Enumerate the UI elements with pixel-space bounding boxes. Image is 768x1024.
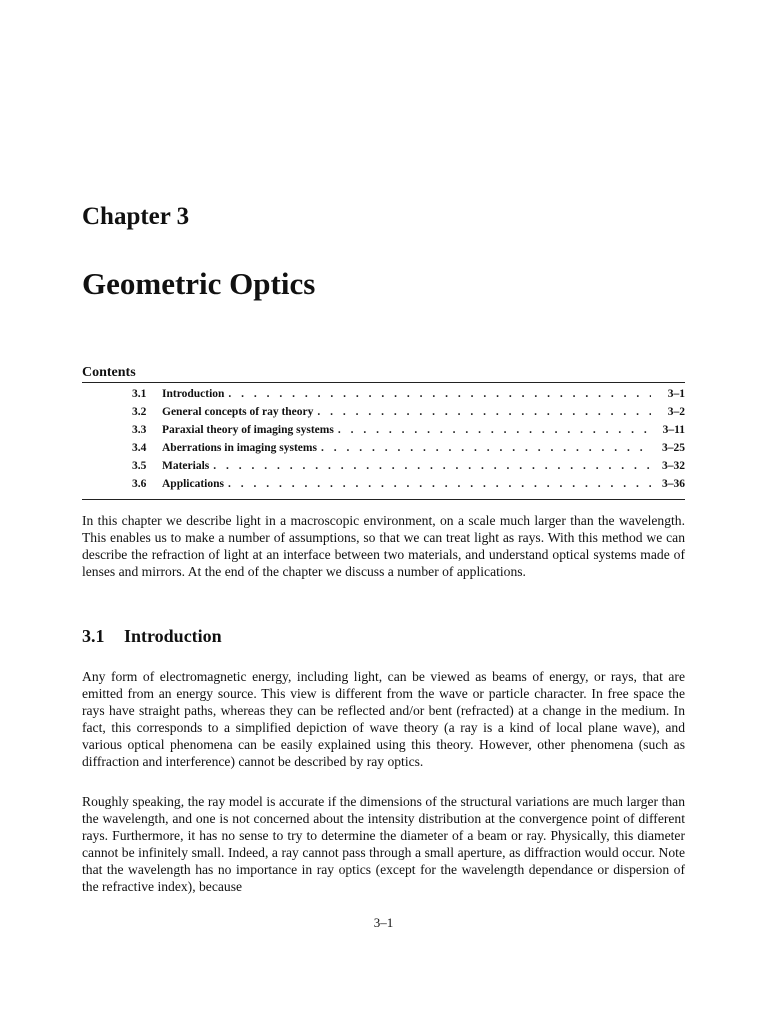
toc-entry-page: 3–2 xyxy=(667,406,685,418)
toc-entry-page: 3–25 xyxy=(662,442,685,454)
toc-entry-number: 3.6 xyxy=(132,478,147,490)
body-paragraph: Any form of electromagnetic energy, including light, can be viewed as beams of energy, or rays, that are emitted from an energy source. This view is different from the wave or particle character. In free space the rays have straight paths, whereas they can be reflected and/or bent (refracted) at a change in the medium. In fact, this corresponds to a simplified depiction of wave theory (a ray is a kind of local plane wave), and various optical phenomena can be easily explained using this theory. However, other phenomena (such as diffraction and interference) cannot be described by ray optics. xyxy=(82,669,685,769)
toc-entry-number: 3.4 xyxy=(132,442,147,454)
toc-entry-title: Aberrations in imaging systems xyxy=(162,442,317,454)
toc-entry-number: 3.5 xyxy=(132,460,147,472)
toc-entry-page: 3–32 xyxy=(662,460,685,472)
toc-entry-number: 3.2 xyxy=(132,406,147,418)
toc-entry[interactable] xyxy=(82,421,685,439)
toc-dot-leader xyxy=(228,385,651,403)
toc-entry[interactable] xyxy=(82,475,685,493)
chapter-title: Geometric Optics xyxy=(82,266,316,301)
toc-entry-title: Paraxial theory of imaging systems xyxy=(162,424,334,436)
toc-dot-leader xyxy=(338,421,651,439)
intro-paragraph: In this chapter we describe light in a macroscopic environment, on a scale much larger than the wavelength. This enables us to make a number of assumptions, so that we can treat light as rays. With this method we can describe the refraction of light at an interface between two materials, and understand optical systems made of lenses and mirrors. At the end of the chapter we discuss a number of applications. xyxy=(82,513,685,579)
section-number: 3.1 xyxy=(82,626,105,646)
toc-entry-title: Materials xyxy=(162,460,210,472)
contents-heading: Contents xyxy=(82,365,685,383)
toc-entry[interactable] xyxy=(82,403,685,421)
toc-dot-leader xyxy=(213,457,651,475)
table-of-contents xyxy=(82,365,685,500)
toc-entry-number: 3.1 xyxy=(132,388,147,400)
toc-dot-leader xyxy=(317,403,651,421)
section-heading xyxy=(82,626,222,647)
toc-entry[interactable] xyxy=(82,439,685,457)
toc-entry-title: General concepts of ray theory xyxy=(162,406,314,418)
toc-entry-number: 3.3 xyxy=(132,424,147,436)
toc-entry[interactable] xyxy=(82,385,685,403)
body-paragraph: Roughly speaking, the ray model is accurate if the dimensions of the structural variations are much larger than the wavelength, and one is not concerned about the intensity distribution at the convergence point of different rays. Furthermore, it has no sense to try to determine the diameter of a beam or ray. Physically, this diameter cannot be infinitely small. Indeed, a ray cannot pass through a small aperture, as diffraction would occur. Note that the wavelength has no importance in ray optics (except for the wavelength dependance or dispersion of the refractive index), because xyxy=(82,794,685,894)
toc-list xyxy=(82,383,685,500)
toc-entry-page: 3–11 xyxy=(662,424,685,436)
section-title: Introduction xyxy=(124,626,222,646)
toc-entry-page: 3–36 xyxy=(662,478,685,490)
toc-entry-title: Introduction xyxy=(162,388,225,400)
toc-dot-leader xyxy=(321,439,651,457)
toc-entry[interactable] xyxy=(82,457,685,475)
chapter-label: Chapter 3 xyxy=(82,203,190,230)
toc-entry-page: 3–1 xyxy=(667,388,685,400)
toc-dot-leader xyxy=(228,475,651,493)
toc-entry-title: Applications xyxy=(162,478,224,490)
page-number: 3–1 xyxy=(373,915,394,930)
